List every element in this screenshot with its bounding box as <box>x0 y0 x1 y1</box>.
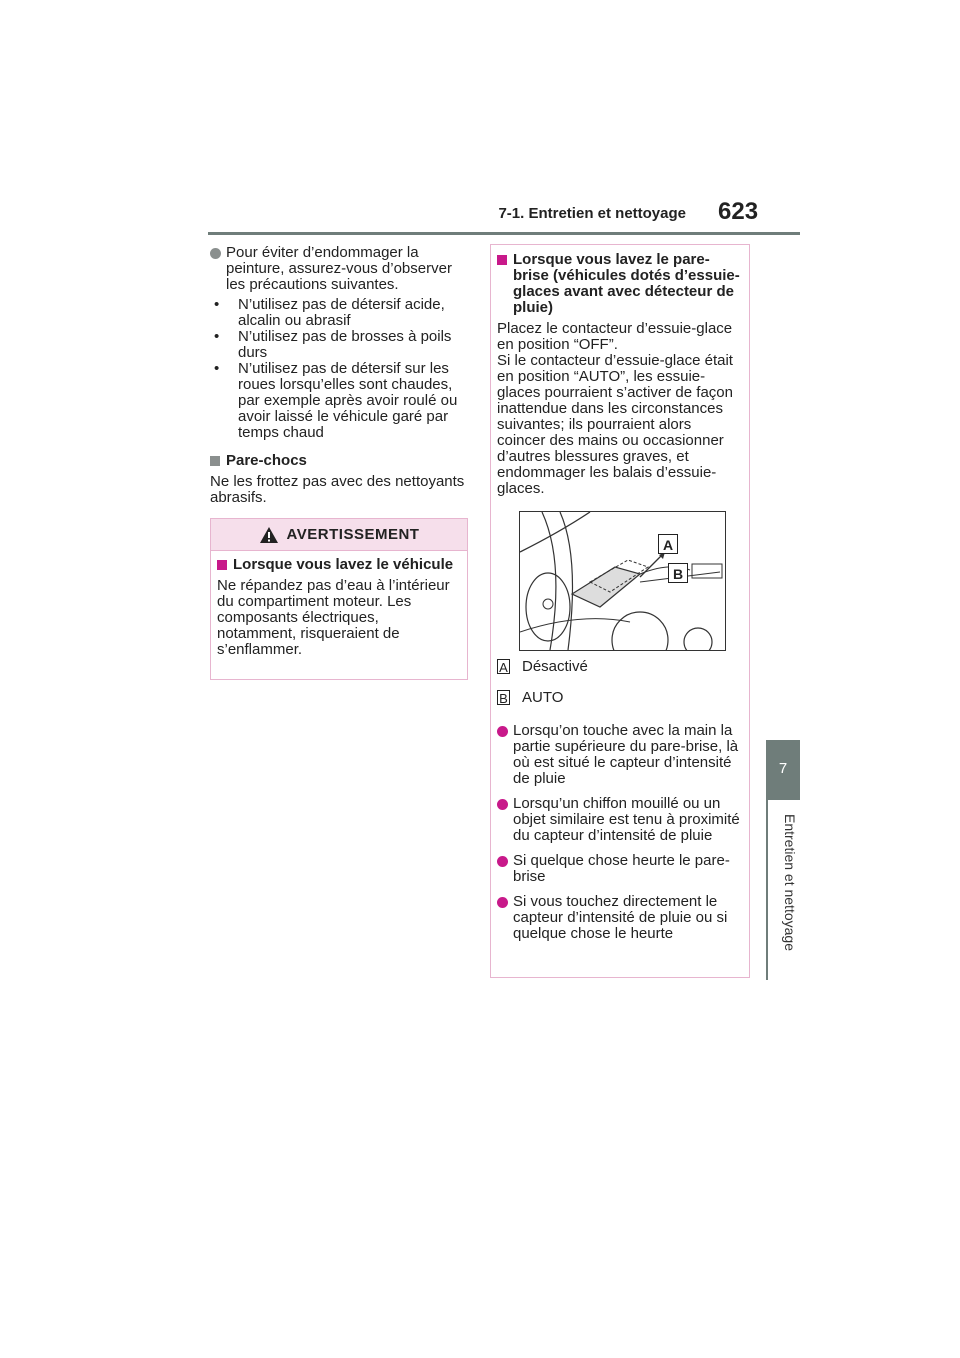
bullet-item <box>497 796 743 844</box>
warning-header <box>211 519 467 551</box>
header-rule <box>208 232 800 235</box>
bullet-dot-icon <box>210 248 221 259</box>
square-bullet-icon <box>217 560 227 570</box>
bullet-text: Lorsqu’un chiffon mouillé ou un objet similaire est tenu à proximité du capteur d’intensité de pluie <box>513 795 740 844</box>
bumper-heading <box>210 453 468 469</box>
bullet-text: Si quelque chose heurte le pare-brise <box>513 852 730 885</box>
bullet-dot-icon <box>497 856 508 867</box>
bullet-text: Lorsqu’on touche avec la main la partie supérieure du pare-brise, là où est situé le capteur d’intensité de pluie <box>513 722 739 787</box>
warning-box <box>210 518 468 680</box>
legend-text-b: AUTO <box>522 689 564 706</box>
left-column <box>210 245 468 512</box>
sub-item: • N’utilisez pas de brosses à poils durs <box>214 328 452 361</box>
warning-title: AVERTISSEMENT <box>286 526 420 543</box>
bumper-heading-text: Pare-chocs <box>226 452 307 469</box>
bumper-text: Ne les frottez pas avec des nettoyants abrasifs. <box>210 473 465 506</box>
warning-text: Ne répandez pas d’eau à l’intérieur du compartiment moteur. Les composants électriques, notamment, risqueraient de s’enflammer. <box>217 577 450 658</box>
chapter-number: 7 <box>778 760 788 777</box>
bullet-dot-icon <box>497 897 508 908</box>
section-title: 7-1. Entretien et nettoyage <box>498 205 686 222</box>
paragraph-auto: Si le contacteur d’essuie-glace était en position “AUTO”, les essuie-glaces pourraient s’activer de façon inattendue dans les circonstances suivantes; ils pourraient alors coincer des mains ou occasionner d’autres blessures graves, et endommager les balais d’essuie-glaces. <box>497 352 733 497</box>
bullet-item <box>497 723 743 787</box>
bullet-item <box>497 853 743 885</box>
sub-item-text: N’utilisez pas de détersif sur les roues lorsqu’elles sont chaudes, par exemple après avoir roulé ou avoir laissé le véhicule garé par temps chaud <box>238 360 458 441</box>
legend-key-b: B <box>497 690 510 705</box>
square-bullet-icon <box>210 456 220 466</box>
bullet-item <box>497 894 743 942</box>
paragraph-off: Placez le contacteur d’essuie-glace en position “OFF”. <box>497 320 733 353</box>
sub-item: • N’utilisez pas de détersif acide, alcalin ou abrasif <box>214 296 445 329</box>
legend-key-a: A <box>497 659 510 674</box>
windshield-heading <box>497 252 743 316</box>
bullet-paint <box>210 245 468 293</box>
sub-list <box>210 297 468 441</box>
warning-body <box>211 551 467 670</box>
legend-text-a: Désactivé <box>522 658 588 675</box>
sub-item: • N’utilisez pas de détersif sur les roues lorsqu’elles sont chaudes, par exemple après avoir roulé ou avoir laissé le véhicule garé par temps chaud <box>214 360 458 441</box>
chapter-tab <box>766 740 800 800</box>
sub-item-text: N’utilisez pas de brosses à poils durs <box>238 328 452 361</box>
square-bullet-icon <box>497 255 507 265</box>
wiper-switch-illustration <box>519 511 726 651</box>
figure-label-b: B <box>668 563 688 583</box>
windshield-box <box>490 244 750 978</box>
sub-item-text: N’utilisez pas de détersif acide, alcalin ou abrasif <box>238 296 445 329</box>
wiper-switch-drawing <box>520 512 725 650</box>
bullet-dot-icon <box>497 726 508 737</box>
legend-row-b <box>497 690 743 707</box>
legend-row-a <box>497 659 743 676</box>
bullet-intro-text: Pour éviter d’endommager la peinture, assurez-vous d’observer les précautions suivantes. <box>226 244 452 293</box>
bullet-dot-icon <box>497 799 508 810</box>
page-number: 623 <box>718 198 759 225</box>
warning-triangle-icon <box>259 526 279 544</box>
warning-heading-text: Lorsque vous lavez le véhicule <box>233 556 454 573</box>
figure-label-a: A <box>658 534 678 554</box>
bullet-text: Si vous touchez directement le capteur d’intensité de pluie ou si quelque chose le heurte <box>513 893 728 942</box>
windshield-heading-text: Lorsque vous lavez le pare-brise (véhicules dotés d’essuie-glaces avant avec détecteur de pluie) <box>513 251 740 316</box>
chapter-label: Entretien et nettoyage <box>782 814 798 951</box>
warning-heading <box>217 557 461 573</box>
